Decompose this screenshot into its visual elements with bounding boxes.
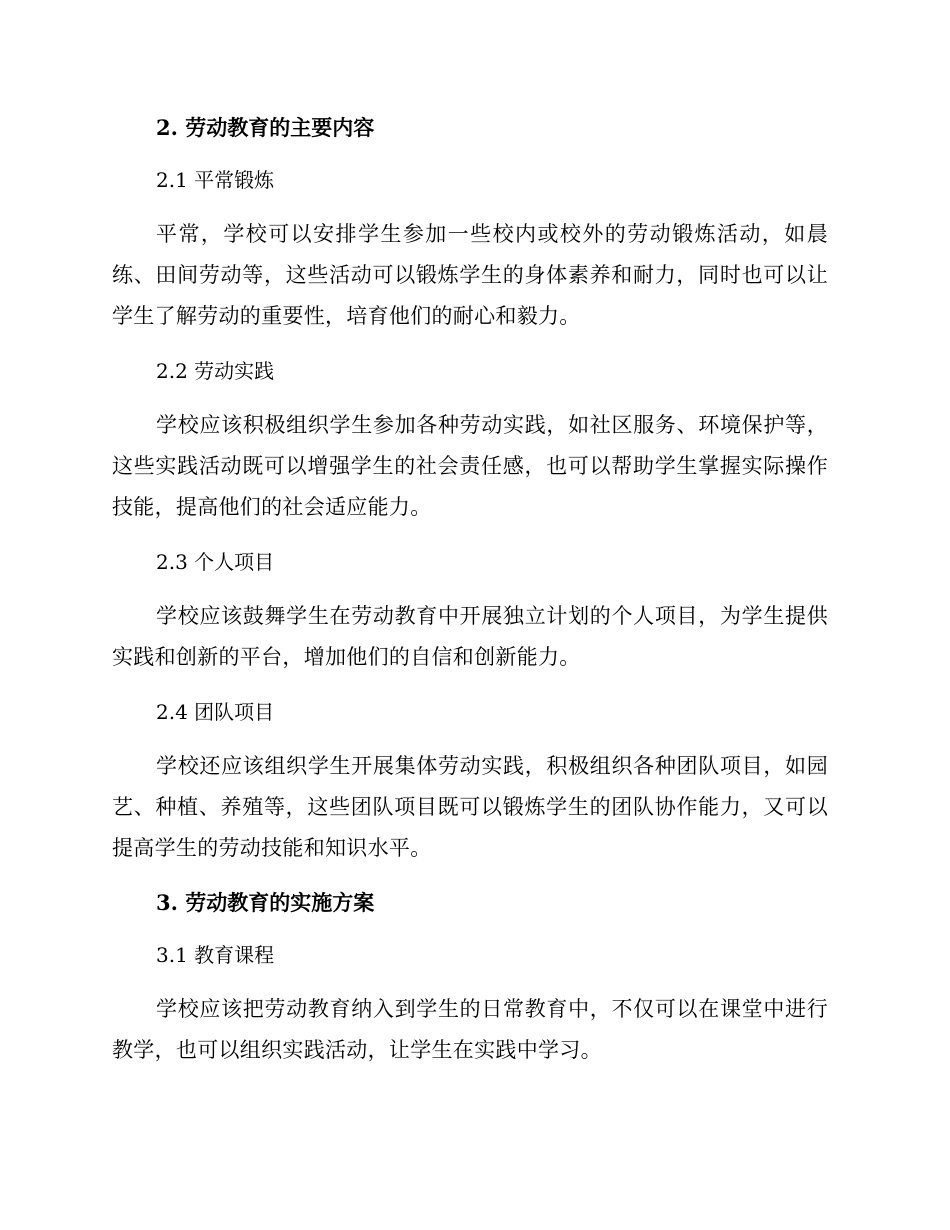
paragraph-2-4: 学校还应该组织学生开展集体劳动实践，积极组织各种团队项目，如园艺、种植、养殖等，这些团队项目既可以锻炼学生的团队协作能力，又可以提高学生的劳动技能和知识水平。	[112, 754, 828, 860]
subsection-2-4-heading: 2.4 团队项目	[156, 700, 275, 724]
section-2-heading: 2. 劳动教育的主要内容	[156, 115, 375, 140]
subsection-2-3-heading: 2.3 个人项目	[156, 550, 275, 574]
document-body	[112, 110, 828, 1087]
section-3-heading: 3. 劳动教育的实施方案	[156, 890, 375, 915]
paragraph-2-1: 平常，学校可以安排学生参加一些校内或校外的劳动锻炼活动，如晨练、田间劳动等，这些活动可以锻炼学生的身体素养和耐力，同时也可以让学生了解劳动的重要性，培育他们的耐心和毅力。	[112, 222, 828, 328]
paragraph-2-3: 学校应该鼓舞学生在劳动教育中开展独立计划的个人项目，为学生提供实践和创新的平台，增加他们的自信和创新能力。	[112, 604, 828, 669]
subsection-2-1-heading: 2.1 平常锻炼	[156, 168, 275, 192]
paragraph-2-2: 学校应该积极组织学生参加各种劳动实践，如社区服务、环境保护等，这些实践活动既可以增强学生的社会责任感，也可以帮助学生掌握实际操作技能，提高他们的社会适应能力。	[112, 413, 828, 519]
subsection-3-1-heading: 3.1 教育课程	[156, 943, 275, 967]
paragraph-3-1: 学校应该把劳动教育纳入到学生的日常教育中，不仅可以在课堂中进行教学，也可以组织实践活动，让学生在实践中学习。	[112, 997, 828, 1062]
subsection-2-2-heading: 2.2 劳动实践	[156, 359, 275, 383]
